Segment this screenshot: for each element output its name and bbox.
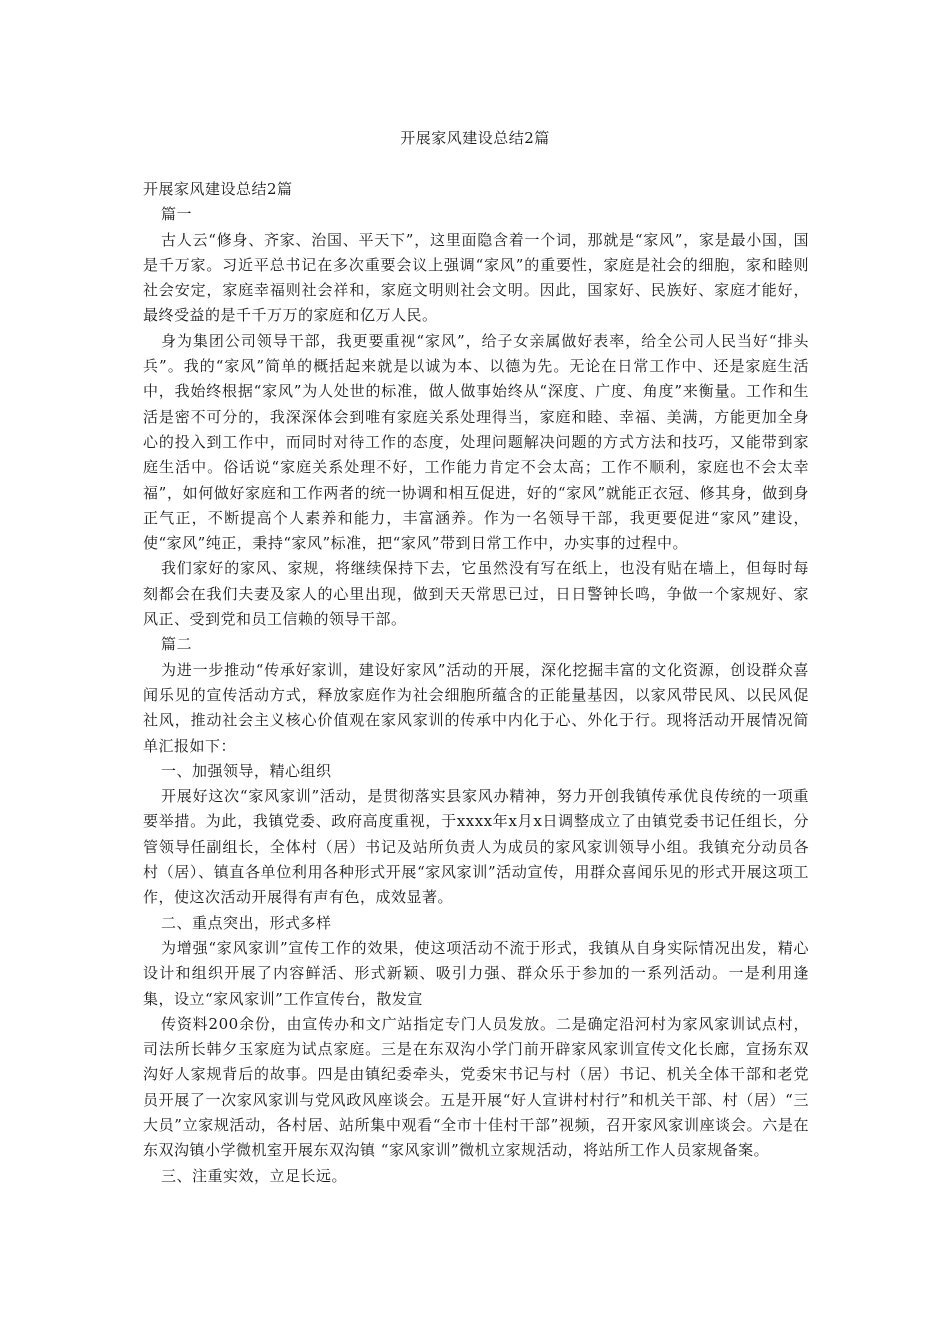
- paragraph: 古人云“修身、齐家、治国、平天下”，这里面隐含着一个词，那就是“家风”，家是最小国，国是千万家。习近平总书记在多次重要会议上强调“家风”的重要性，家庭是社会的细胞，家和睦则社会安定，家庭幸福则社会祥和，家庭文明则社会文明。因此，国家好、民族好、家庭才能好，最终受益的是千千万万的家庭和亿万人民。: [143, 230, 809, 325]
- document-subtitle: 开展家风建设总结2篇: [143, 180, 293, 198]
- section-heading: 一、加强领导，精心组织: [161, 761, 332, 780]
- part-one-heading: 篇一: [161, 205, 193, 224]
- section-heading: 二、重点突出，形式多样: [161, 913, 332, 932]
- paragraph: 为增强“家风家训”宣传工作的效果，使这项活动不流于形式，我镇从自身实际情况出发，精心设计和组织开展了内容鲜活、形式新颖、吸引力强、群众乐于参加的一系列活动。一是利用逢集，设立“家风家训”工作宣传台，散发宣: [143, 938, 809, 1008]
- paragraph: 我们家好的家风、家规，将继续保持下去，它虽然没有写在纸上，也没有贴在墙上，但每时每刻都会在我们夫妻及家人的心里出现，做到天天常思已过，日日警钟长鸣，争做一个家规好、家风正、受到党和员工信赖的领导干部。: [143, 559, 809, 629]
- document-title: 开展家风建设总结2篇: [400, 129, 550, 147]
- paragraph: 为进一步推动“传承好家训，建设好家风”活动的开展，深化挖掘丰富的文化资源，创设群众喜闻乐见的宣传活动方式，释放家庭作为社会细胞所蕴含的正能量基因，以家风带民风、以民风促社风，推动社会主义核心价值观在家风家训的传承中内化于心、外化于行。现将活动开展情况简单汇报如下：: [143, 660, 809, 755]
- section-heading: 三、注重实效，立足长远。: [161, 1166, 348, 1185]
- paragraph: 身为集团公司领导干部，我更要重视“家风”，给子女亲属做好表率，给全公司人民当好“排头兵”。我的“家风”简单的概括起来就是以诚为本、以德为先。无论在日常工作中、还是家庭生活中，我始终根据“家风”为人处世的标准，做人做事始终从“深度、广度、角度”来衡量。工作和生活是密不可分的，我深深体会到唯有家庭关系处理得当，家庭和睦、幸福、美满，方能更加全身心的投入到工作中，而同时对待工作的态度，处理问题解决问题的方式方法和技巧，又能带到家庭生活中。俗话说“家庭关系处理不好，工作能力肯定不会太高；工作不顺利，家庭也不会太幸福”，如何做好家庭和工作两者的统一协调和相互促进，好的“家风”就能正衣冠、修其身，做到身正气正，不断提高个人素养和能力，丰富涵养。作为一名领导干部，我更要促进“家风”建设，使“家风”纯正，秉持“家风”标准，把“家风”带到日常工作中，办实事的过程中。: [143, 331, 809, 553]
- paragraph: 传资料200余份，由宣传办和文广站指定专门人员发放。二是确定沿河村为家风家训试点村，司法所长韩夕玉家庭为试点家庭。三是在东双沟小学门前开辟家风家训宣传文化长廊，宣扬东双沟好人家规背后的故事。四是由镇纪委牵头，党委宋书记与村（居）书记、机关全体干部和老党员开展了一次家风家训与党风政风座谈会。五是开展“好人宣讲村村行”和机关干部、村（居）“三大员”立家规活动，各村居、站所集中观看“全市十佳村干部”视频，召开家风家训座谈会。六是在东双沟镇小学微机室开展东双沟镇 “家风家训”微机立家规活动，将站所工作人员家规备案。: [143, 1014, 809, 1160]
- part-two-heading: 篇二: [161, 635, 193, 654]
- document-body: [143, 177, 809, 1189]
- paragraph: 开展好这次“家风家训”活动，是贯彻落实县家风办精神，努力开创我镇传承优良传统的一项重要举措。为此，我镇党委、政府高度重视，于xxxx年x月x日调整成立了由镇党委书记任组长，分管领导任副组长，全体村（居）书记及站所负责人为成员的家风家训领导小组。我镇充分动员各村（居）、镇直各单位利用各种形式开展“家风家训”活动宣传，用群众喜闻乐见的形式开展这项工作，使这次活动开展得有声有色，成效显著。: [143, 787, 809, 907]
